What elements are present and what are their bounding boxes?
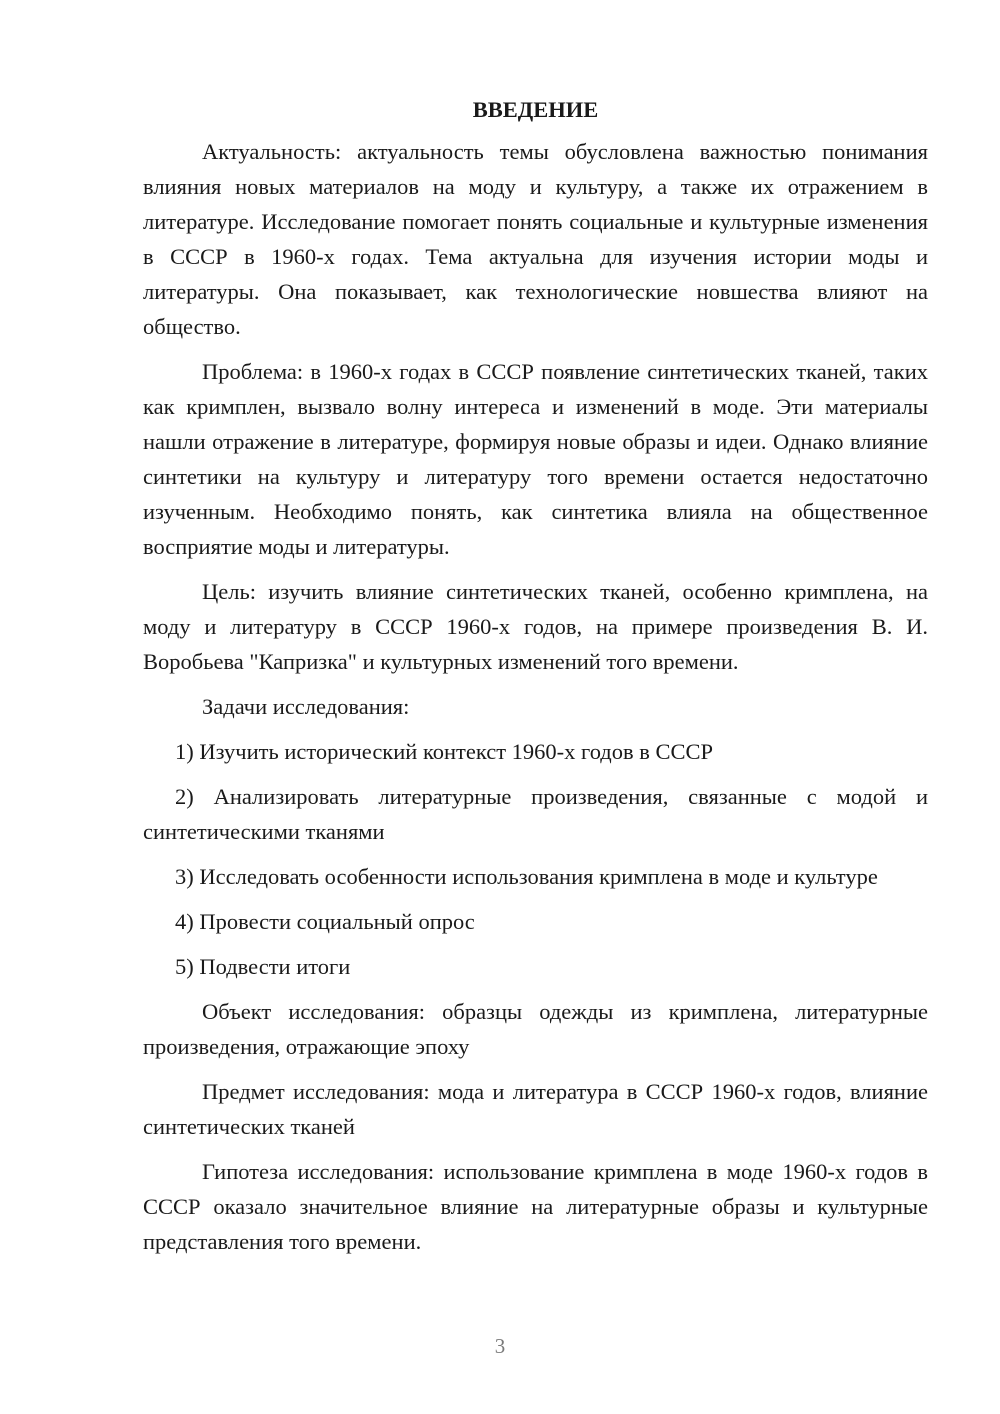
task-item-2: 2) Анализировать литературные произведения, связанные с модой и синтетическими тканями (143, 784, 928, 844)
problem-paragraph: Проблема: в 1960-х годах в СССР появление синтетических тканей, таких как кримплен, вызвало волну интереса и изменений в моде. Эти материалы нашли отражение в литературе, формируя новые образы и идеи. Однако влияние синтетики на культуру и литературу того времени остается недостаточно изученным. Необходимо понять, как синтетика влияла на общественное восприятие моды и литературы. (143, 359, 928, 559)
page-number: 3 (494, 1334, 506, 1358)
task-item-5: 5) Подвести итоги (175, 954, 351, 979)
goal-paragraph: Цель: изучить влияние синтетических тканей, особенно кримплена, на моду и литературу в СССР 1960-х годов, на примере произведения В. И. Воробьева "Капризка" и культурных изменений того времени. (143, 579, 928, 674)
document-page (143, 92, 928, 1269)
relevance-paragraph: Актуальность: актуальность темы обусловлена важностью понимания влияния новых материалов на моду и культуру, а также их отражением в литературе. Исследование помогает понять социальные и культурные изменения в СССР в 1960-х годах. Тема актуальна для изучения истории моды и литературы. Она показывает, как технологические новшества влияют на общество. (143, 139, 928, 339)
task-item-1: 1) Изучить исторический контекст 1960-х годов в СССР (175, 739, 714, 764)
object-paragraph: Объект исследования: образцы одежды из кримплена, литературные произведения, отражающие эпоху (143, 999, 928, 1059)
tasks-heading: Задачи исследования: (202, 694, 410, 719)
section-title: ВВЕДЕНИЕ (472, 97, 599, 122)
subject-paragraph: Предмет исследования: мода и литература в СССР 1960-х годов, влияние синтетических тканей (143, 1079, 928, 1139)
task-item-4: 4) Провести социальный опрос (175, 909, 475, 934)
hypothesis-paragraph: Гипотеза исследования: использование кримплена в моде 1960-х годов в СССР оказало значительное влияние на литературные образы и культурные представления того времени. (143, 1159, 928, 1254)
task-item-3: 3) Исследовать особенности использования кримплена в моде и культуре (175, 864, 878, 889)
